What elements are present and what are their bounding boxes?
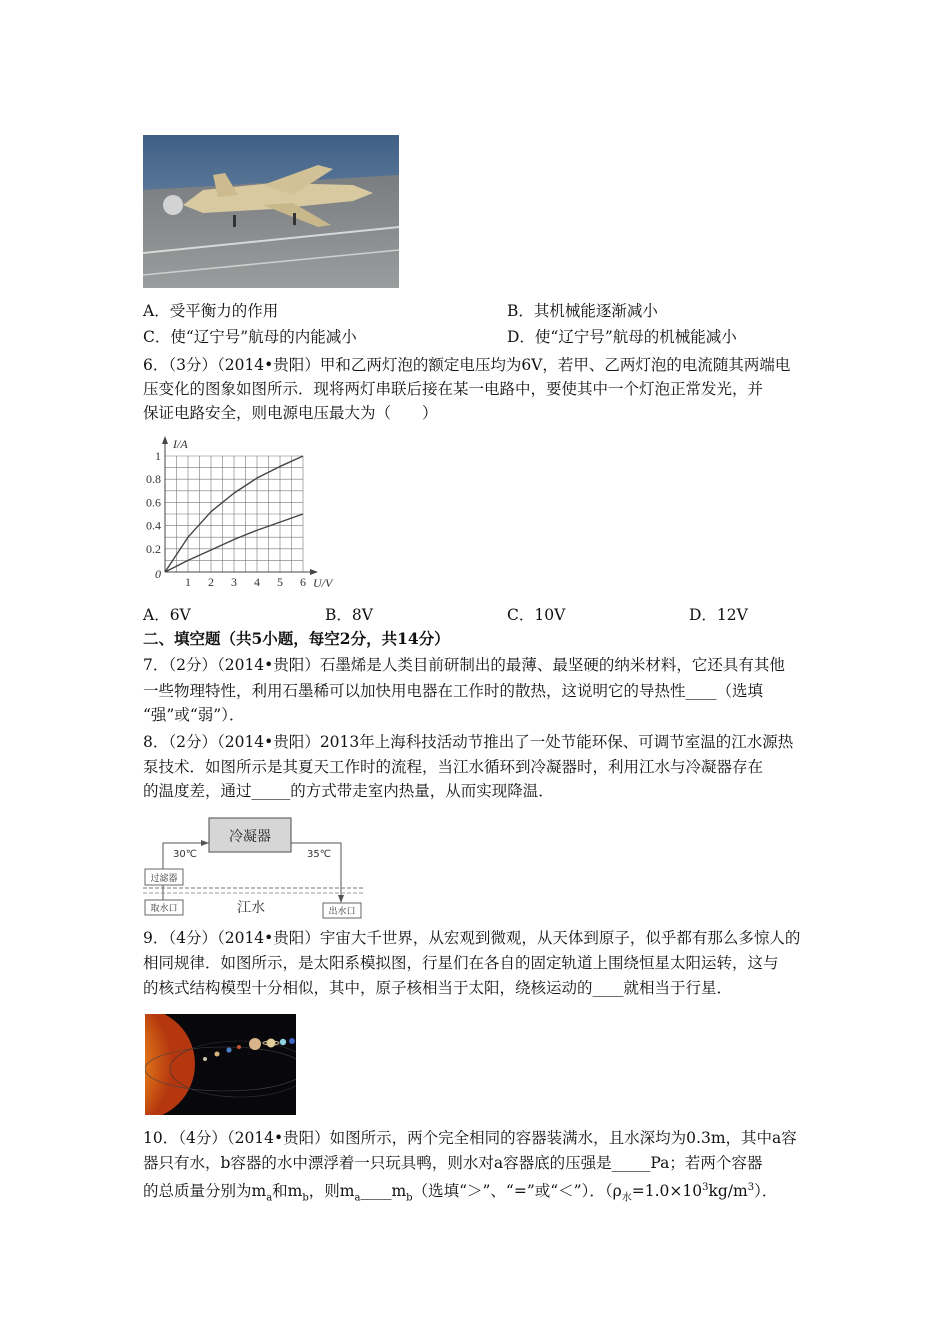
- q5-option-a: A．受平衡力的作用: [143, 302, 279, 320]
- heat-pump-diagram: [143, 815, 363, 920]
- q7-line-3: “强”或“弱”）．: [143, 706, 245, 724]
- outlet-label: 出水口: [328, 907, 356, 917]
- x-tick-label: 4: [254, 575, 260, 589]
- iu-chart: [143, 432, 343, 592]
- y-tick-label: 0.8: [146, 472, 161, 487]
- q10-l3-t8: ）．: [754, 1182, 778, 1201]
- y-axis-arrow: [162, 436, 168, 444]
- q6-line-1: 6．（3分）（2014•贵阳）甲和乙两灯泡的额定电压均为6V，若甲、乙两灯泡的电流随其两端电: [143, 356, 791, 374]
- x-tick-label: 3: [231, 575, 237, 589]
- q10-line-1: 10．（4分）（2014•贵阳）如图所示，两个完全相同的容器装满水，且水深均为0.3m，其中a容: [143, 1129, 797, 1147]
- q7-line-2: 一些物理特性，利用石墨稀可以加快用电器在工作时的散热，这说明它的导热性____（选填: [143, 682, 764, 700]
- section-2-title: 二、填空题（共5小题，每空2分，共14分）: [143, 629, 450, 648]
- intake-label: 取水口: [150, 904, 178, 914]
- carrier-jet-photo: [143, 135, 399, 288]
- q8-line-1: 8．（2分）（2014•贵阳）2013年上海科技活动节推出了一处节能环保、可调节室温的江水源热: [143, 733, 794, 751]
- q5-option-d: D．使“辽宁号”航母的机械能减小: [507, 328, 737, 346]
- q10-l3-t2: 和m: [272, 1182, 303, 1201]
- q10-l3-t5: （选填“＞”、“=”或“＜”）．（ρ: [412, 1182, 622, 1201]
- q8-line-3: 的温度差，通过_____的方式带走室内热量，从而实现降温．: [143, 782, 554, 800]
- q9-line-3: 的核式结构模型十分相似，其中，原子核相当于太阳，绕核运动的____就相当于行星．: [143, 979, 733, 997]
- chart-grid: [165, 456, 303, 572]
- q10-l3-t1: 的总质量分别为m: [143, 1182, 267, 1201]
- q6-option-a: A．6V: [143, 606, 191, 624]
- condenser-label: 冷凝器: [229, 829, 271, 845]
- x-tick-label: 5: [277, 575, 283, 589]
- q10-l3-t6: =1.0×10: [631, 1182, 703, 1201]
- temp-out-label: 35℃: [307, 849, 331, 860]
- origin-label: 0: [155, 567, 161, 581]
- x-tick-label: 2: [208, 575, 214, 589]
- q9-line-1: 9．（4分）（2014•贵阳）宇宙大千世界，从宏观到微观，从天体到原子，似乎都有那么多惊人的: [143, 929, 801, 947]
- q6-line-2: 压变化的图象如图所示．现将两灯串联后接在某一电路中，要使其中一个灯泡正常发光，并: [143, 380, 764, 398]
- solar-system-image: [145, 1014, 296, 1115]
- x-axis-label: U/V: [313, 576, 333, 590]
- y-tick-label: 0.2: [146, 541, 161, 556]
- q5-option-c: C．使“辽宁号”航母的内能减小: [143, 328, 357, 346]
- q10-l3-sup2: 3: [747, 1182, 755, 1193]
- q10-l3-s4: b: [406, 1192, 413, 1204]
- q9-line-2: 相同规律．如图所示，是太阳系模拟图，行星们在各自的固定轨道上围绕恒星太阳运转，这与: [143, 954, 779, 972]
- y-tick-label: 0.4: [146, 518, 161, 533]
- q6-line-3: 保证电路安全，则电源电压最大为（ ）: [143, 404, 438, 422]
- river-label: 江水: [237, 900, 265, 916]
- q10-l3-s5: 水: [621, 1192, 632, 1204]
- x-tick-label: 1: [185, 575, 191, 589]
- q5-option-b: B．其机械能逐渐减小: [507, 302, 658, 320]
- q10-l3-t3: ，则m: [308, 1182, 355, 1201]
- q6-option-b: B．8V: [325, 606, 373, 624]
- q10-l3-s2: b: [302, 1192, 309, 1204]
- filter-label: 过滤器: [150, 874, 178, 884]
- q10-line-2: 器只有水，b容器的水中漂浮着一只玩具鸭，则水对a容器底的压强是_____Pa；若两个容器: [143, 1154, 763, 1172]
- q6-option-d: D．12V: [689, 606, 748, 624]
- q10-l3-t7: kg/m: [708, 1182, 748, 1201]
- q10-l3-s3: a: [354, 1192, 361, 1204]
- y-tick-label: 0.6: [146, 495, 161, 510]
- y-axis-label: I/A: [173, 437, 188, 451]
- x-tick-label: 6: [300, 575, 306, 589]
- y-tick-label: 1: [155, 449, 161, 463]
- temp-in-label: 30℃: [173, 849, 197, 860]
- q8-line-2: 泵技术．如图所示是其夏天工作时的流程，当江水循环到冷凝器时，利用江水与冷凝器存在: [143, 758, 764, 776]
- q10-line-3: [143, 1177, 777, 1209]
- q10-l3-t4: ____m: [360, 1182, 407, 1201]
- q6-option-c: C．10V: [507, 606, 566, 624]
- q10-l3-sup: 3: [702, 1182, 709, 1193]
- x-axis-arrow: [310, 569, 318, 575]
- q10-l3-s1: a: [266, 1192, 273, 1204]
- q7-line-1: 7．（2分）（2014•贵阳）石墨烯是人类目前研制出的最薄、最坚硬的纳米材料，它还具有其他: [143, 656, 785, 674]
